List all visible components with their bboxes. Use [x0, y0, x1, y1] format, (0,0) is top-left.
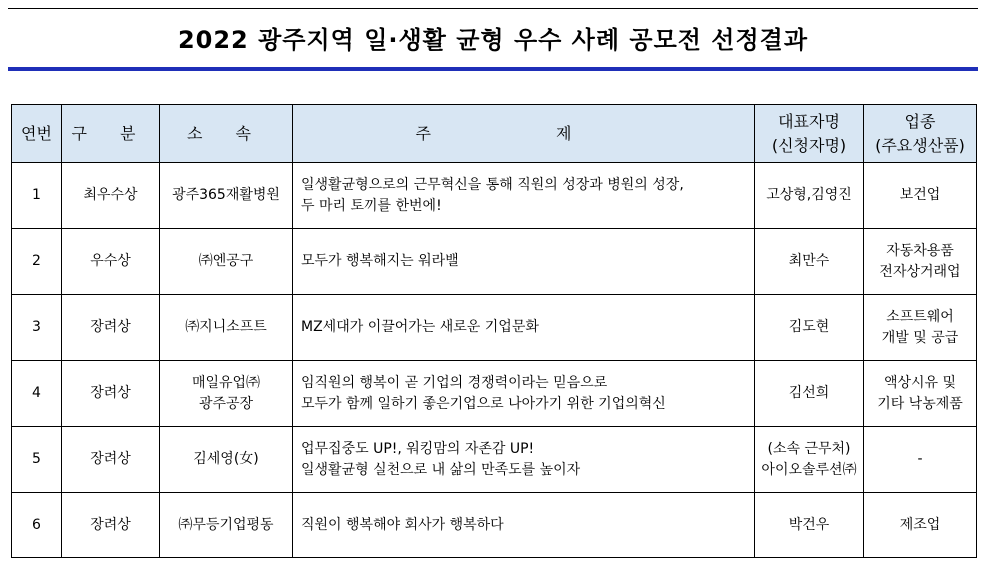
table-header-row	[12, 105, 977, 163]
cell-industry	[864, 493, 977, 558]
cell-topic	[293, 295, 755, 361]
header-industry-line1: 업종	[904, 111, 936, 131]
cell-category: 장려상	[62, 427, 160, 493]
cell-industry-line: 전자상거래업	[879, 263, 961, 280]
header-no: 연번	[12, 105, 62, 163]
cell-topic-line: 모두가 함께 일하기 좋은기업으로 나아가기 위한 기업의혁신	[301, 395, 666, 412]
cell-org-line: ㈜지니소프트	[185, 319, 267, 335]
cell-org	[160, 163, 293, 229]
cell-representative-line: 고상형,김영진	[766, 187, 852, 203]
cell-representative-line: 아이오솔루션㈜	[761, 461, 857, 478]
cell-industry-line: 자동차용품	[886, 242, 954, 259]
cell-representative	[755, 295, 864, 361]
cell-representative	[755, 163, 864, 229]
cell-org	[160, 229, 293, 295]
table-row	[12, 427, 977, 493]
cell-representative-line: (소속 근무처)	[767, 440, 851, 457]
cell-topic-line: 일생활균형으로의 근무혁신을 통해 직원의 성장과 병원의 성장,	[301, 176, 684, 193]
cell-topic	[293, 427, 755, 493]
cell-org-line: 광주공장	[198, 395, 254, 412]
cell-topic-line: 일생활균형 실천으로 내 삶의 만족도를 높이자	[301, 461, 581, 478]
cell-category: 장려상	[62, 295, 160, 361]
page-title: 2022 광주지역 일·생활 균형 우수 사례 공모전 선정결과	[177, 26, 809, 54]
cell-no: 1	[12, 163, 62, 229]
title-underline	[8, 67, 978, 71]
results-table	[11, 104, 977, 558]
cell-topic-line: 직원이 행복해야 회사가 행복하다	[301, 516, 504, 533]
table-row	[12, 361, 977, 427]
cell-industry-line: 액상시유 및	[883, 374, 957, 391]
cell-representative	[755, 427, 864, 493]
cell-topic-line: 업무집중도 UP!, 워킹맘의 자존감 UP!	[301, 440, 535, 457]
cell-topic	[293, 163, 755, 229]
cell-industry	[864, 229, 977, 295]
header-industry	[864, 105, 977, 163]
cell-topic-line: 두 마리 토끼를 한번에!	[301, 197, 442, 214]
cell-no: 6	[12, 493, 62, 558]
cell-category: 최우수상	[62, 163, 160, 229]
cell-category: 우수상	[62, 229, 160, 295]
cell-no: 5	[12, 427, 62, 493]
cell-industry	[864, 361, 977, 427]
cell-category: 장려상	[62, 493, 160, 558]
cell-representative-line: 최만수	[788, 253, 830, 269]
cell-representative	[755, 229, 864, 295]
cell-no: 4	[12, 361, 62, 427]
cell-org-line: 광주365재활병원	[172, 187, 280, 203]
cell-industry-line: 개발 및 공급	[881, 329, 959, 346]
cell-org-line: 매일유업㈜	[191, 374, 261, 391]
cell-industry	[864, 295, 977, 361]
cell-industry-line: 제조업	[899, 516, 941, 533]
header-org: 소 속	[160, 105, 293, 163]
header-rep-line1: 대표자명	[778, 111, 840, 131]
header-representative	[755, 105, 864, 163]
cell-category: 장려상	[62, 361, 160, 427]
cell-topic	[293, 493, 755, 558]
cell-org-line: ㈜엔공구	[198, 253, 254, 269]
header-industry-line2: (주요생산품)	[875, 135, 965, 155]
header-topic: 주 제	[293, 105, 755, 163]
cell-topic	[293, 229, 755, 295]
cell-representative-line: 김선희	[788, 385, 830, 401]
cell-industry-line: 기타 낙농제품	[877, 395, 963, 412]
table-row	[12, 493, 977, 558]
table-body	[12, 163, 977, 558]
header-rep-line2: (신청자명)	[771, 135, 847, 155]
cell-org-line: 김세영(女)	[193, 451, 259, 467]
cell-topic	[293, 361, 755, 427]
header-category: 구 분	[62, 105, 160, 163]
cell-representative	[755, 361, 864, 427]
cell-org	[160, 493, 293, 558]
cell-representative-line: 박건우	[788, 516, 830, 533]
cell-representative-line: 김도현	[788, 319, 830, 335]
cell-org	[160, 361, 293, 427]
cell-industry	[864, 163, 977, 229]
cell-no: 3	[12, 295, 62, 361]
top-rule	[8, 8, 978, 9]
cell-representative	[755, 493, 864, 558]
cell-industry-line: -	[917, 451, 923, 467]
table-row	[12, 163, 977, 229]
cell-topic-line: MZ세대가 이끌어가는 새로운 기업문화	[301, 319, 539, 335]
cell-no: 2	[12, 229, 62, 295]
cell-topic-line: 임직원의 행복이 곧 기업의 경쟁력이라는 믿음으로	[301, 374, 608, 391]
cell-topic-line: 모두가 행복해지는 워라밸	[301, 253, 459, 269]
cell-industry-line: 소프트웨어	[886, 308, 954, 325]
cell-org	[160, 427, 293, 493]
cell-industry	[864, 427, 977, 493]
cell-org-line: ㈜무등기업평동	[178, 516, 274, 533]
table-row	[12, 295, 977, 361]
cell-org	[160, 295, 293, 361]
cell-industry-line: 보건업	[899, 187, 941, 203]
table-row	[12, 229, 977, 295]
